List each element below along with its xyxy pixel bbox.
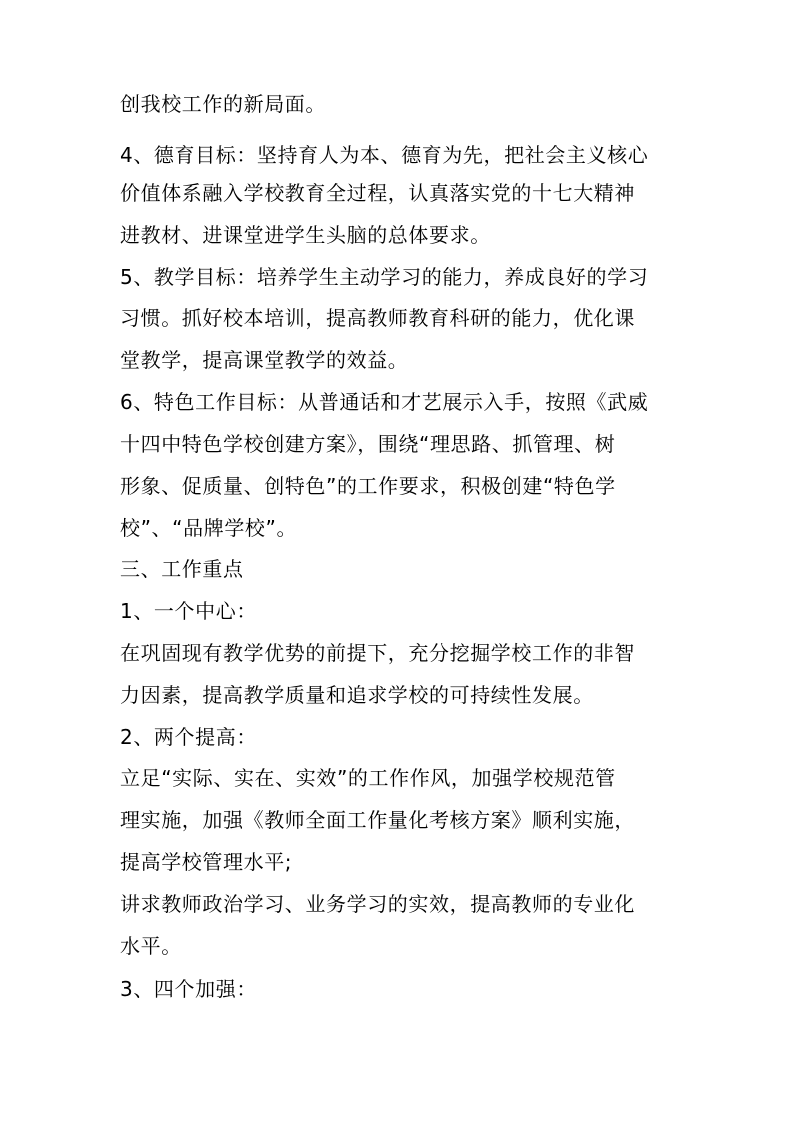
text-line-11: 校”、“品牌学校”。 [120, 516, 298, 540]
text-line-8: 6、特色工作目标：从普通话和才艺展示入手，按照《武威 [120, 390, 649, 414]
text-line-1: 创我校工作的新局面。 [120, 92, 326, 116]
text-line-22: 3、四个加强： [120, 977, 257, 1001]
text-line-2: 4、德育目标：坚持育人为本、德育为先，把社会主义核心 [120, 143, 649, 167]
text-line-4: 进教材、进课堂进学生头脑的总体要求。 [120, 223, 491, 247]
text-line-9: 十四中特色学校创建方案》，围绕“理思路、抓管理、树 [120, 432, 616, 456]
text-line-13: 1、一个中心： [120, 599, 257, 623]
text-line-10: 形象、促质量、创特色”的工作要求，积极创建“特色学 [120, 474, 616, 498]
text-line-15: 力因素，提高教学质量和追求学校的可持续性发展。 [120, 683, 594, 707]
text-line-17: 立足“实际、实在、实效”的工作作风，加强学校规范管 [120, 766, 616, 790]
text-line-7: 堂教学，提高课堂教学的效益。 [120, 348, 409, 372]
text-line-5: 5、教学目标：培养学生主动学习的能力，养成良好的学习 [120, 265, 649, 289]
text-line-18: 理实施，加强《教师全面工作量化考核方案》顺利实施， [120, 808, 635, 832]
text-line-21: 水平。 [120, 934, 182, 958]
text-line-3: 价值体系融入学校教育全过程，认真落实党的十七大精神 [120, 181, 635, 205]
text-line-19: 提高学校管理水平; [120, 850, 293, 874]
text-line-20: 讲求教师政治学习、业务学习的实效，提高教师的专业化 [120, 892, 635, 916]
text-line-16: 2、两个提高： [120, 725, 257, 749]
text-line-6: 习惯。抓好校本培训，提高教师教育科研的能力，优化课 [120, 306, 635, 330]
text-line-14: 在巩固现有教学优势的前提下，充分挖掘学校工作的非智 [120, 641, 635, 665]
section-heading: 三、工作重点 [120, 557, 244, 581]
